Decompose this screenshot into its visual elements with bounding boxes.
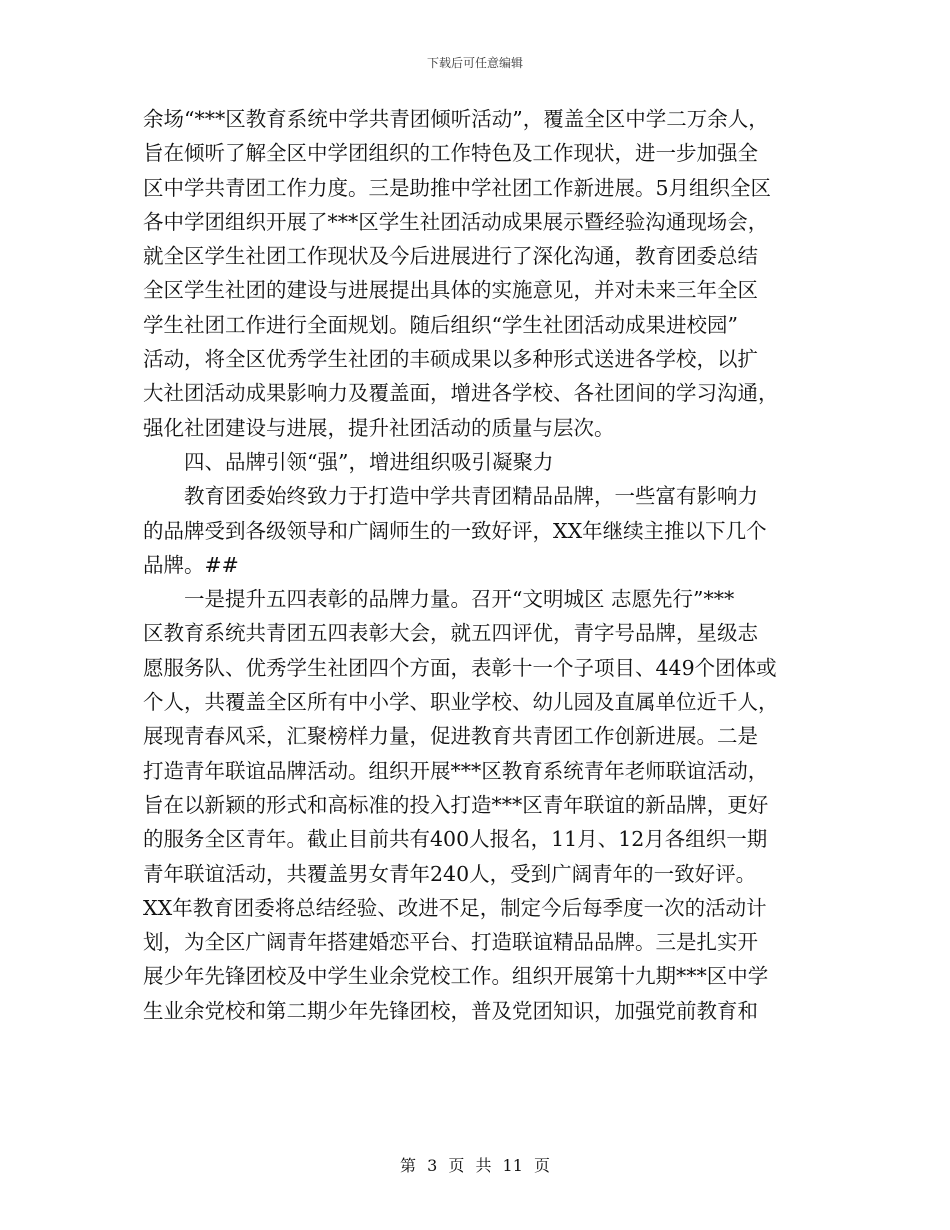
text-line: 打造青年联谊品牌活动。组织开展***区教育系统青年老师联谊活动， [143, 758, 769, 783]
text-line: 强化社团建设与进展，提升社团活动的质量与层次。 [143, 415, 615, 440]
page-header-note: 下载后可任意编辑 [426, 56, 523, 70]
text-line: 区中学共青团工作力度。三是助推中学社团工作新进展。5月组织全区 [143, 175, 772, 200]
text-line: 四、品牌引领“强”，增进组织吸引凝聚力 [184, 449, 554, 474]
document-body [143, 102, 813, 1028]
text-line: 大社团活动成果影响力及覆盖面，增进各学校、各社团间的学习沟通， [143, 381, 779, 406]
text-line: 的服务全区青年。截止目前共有400人报名，11月、12月各组织一期 [143, 827, 768, 852]
text-line: 余场“***区教育系统中学共青团倾听活动”，覆盖全区中学二万余人， [143, 107, 769, 131]
text-line: 划，为全区广阔青年搭建婚恋平台、打造联谊精品品牌。三是扎实开 [143, 930, 758, 955]
text-line: XX年教育团委将总结经验、改进不足，制定今后每季度一次的活动计 [143, 895, 767, 920]
text-line: 区教育系统共青团五四表彰大会，就五四评优，青字号品牌，星级志 [143, 621, 758, 646]
text-line: 旨在以新颖的形式和高标准的投入打造***区青年联谊的新品牌，更好 [143, 792, 769, 817]
text-line: 个人，共覆盖全区所有中小学、职业学校、幼儿园及直属单位近千人， [143, 690, 779, 715]
text-line: 活动，将全区优秀学生社团的丰硕成果以多种形式送进各学校，以扩 [143, 347, 758, 372]
text-line: 学生社团工作进行全面规划。随后组织“学生社团活动成果进校园” [143, 312, 738, 337]
page-number-footer: 第 3 页 共 11 页 [400, 1156, 550, 1175]
text-line: 青年联谊活动，共覆盖男女青年240人，受到广阔青年的一致好评。 [143, 861, 757, 886]
text-line: 教育团委始终致力于打造中学共青团精品品牌，一些富有影响力 [184, 484, 758, 509]
text-line: 展现青春风采，汇聚榜样力量，促进教育共青团工作创新进展。二是 [143, 724, 758, 749]
text-line: 愿服务队、优秀学生社团四个方面，表彰十一个子项目、449个团体或 [143, 655, 777, 680]
text-line: 一是提升五四表彰的品牌力量。召开“文明城区 志愿先行”*** [184, 587, 735, 612]
text-line: 旨在倾听了解全区中学团组织的工作特色及工作现状，进一步加强全 [143, 141, 758, 166]
text-line: 全区学生社团的建设与进展提出具体的实施意见，并对未来三年全区 [143, 278, 758, 303]
text-line: 就全区学生社团工作现状及今后进展进行了深化沟通，教育团委总结 [143, 244, 758, 269]
text-line: 生业余党校和第二期少年先锋团校，普及党团知识，加强党前教育和 [143, 998, 758, 1023]
text-line: 展少年先锋团校及中学生业余党校工作。组织开展第十九期***区中学 [143, 964, 769, 989]
text-line: 的品牌受到各级领导和广阔师生的一致好评，XX年继续主推以下几个 [143, 518, 767, 543]
text-line: 各中学团组织开展了***区学生社团活动成果展示暨经验沟通现场会， [143, 209, 769, 234]
text-line: 品牌。## [143, 552, 239, 577]
